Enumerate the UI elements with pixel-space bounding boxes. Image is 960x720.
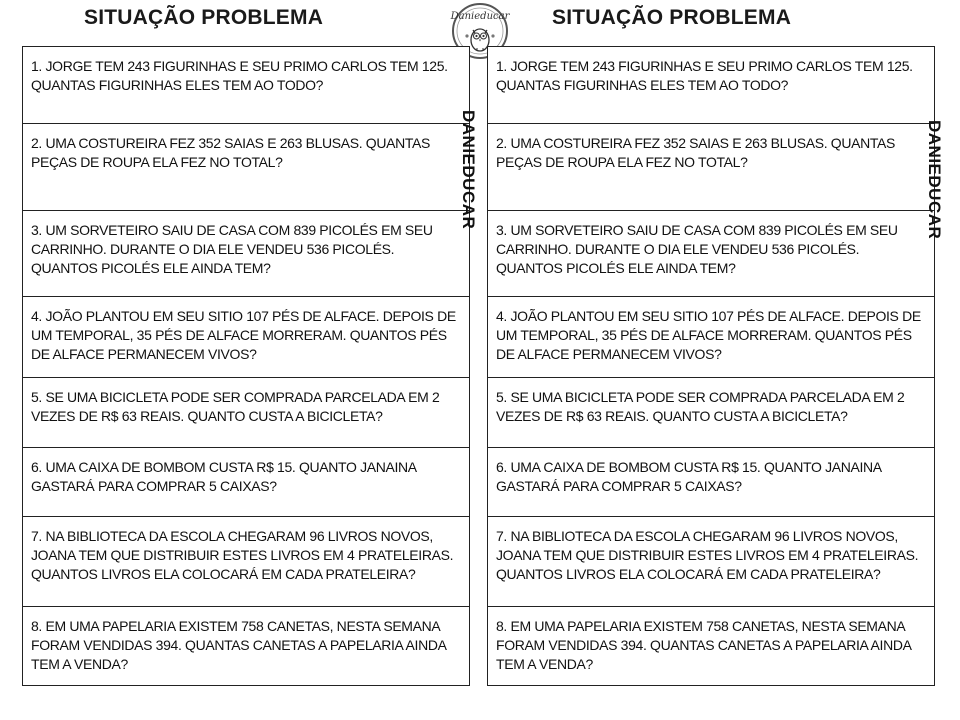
problem-5: 5. SE UMA BICICLETA PODE SER COMPRADA PARCELADA EM 2 VEZES DE R$ 63 REAIS. QUANTO CUSTA A BICICLETA?	[23, 378, 469, 448]
watermark-right: DANIEDUCAR	[925, 120, 944, 240]
problem-8: 8. EM UMA PAPELARIA EXISTEM 758 CANETAS, NESTA SEMANA FORAM VENDIDAS 394. QUANTAS CANETAS A PAPELARIA AINDA TEM A VENDA?	[31, 618, 446, 672]
problem-2: 2. UMA COSTUREIRA FEZ 352 SAIAS E 263 BLUSAS. QUANTAS PEÇAS DE ROUPA ELA FEZ NO TOTAL?	[23, 124, 469, 211]
page-title-right: SITUAÇÃO PROBLEMA	[552, 6, 792, 29]
problem-6: 6. UMA CAIXA DE BOMBOM CUSTA R$ 15. QUANTO JANAINA GASTARÁ PARA COMPRAR 5 CAIXAS?	[23, 448, 469, 517]
watermark-left: DANIEDUCAR	[459, 110, 478, 230]
logo-text: Danieducar	[450, 11, 510, 22]
problem-3: 3. UM SORVETEIRO SAIU DE CASA COM 839 PICOLÉS EM SEU CARRINHO. DURANTE O DIA ELE VENDEU 536 PICOLÉS. QUANTOS PICOLÉS ELE AINDA TEM?	[488, 211, 934, 297]
problem-3: 3. UM SORVETEIRO SAIU DE CASA COM 839 PICOLÉS EM SEU CARRINHO. DURANTE O DIA ELE VENDEU 536 PICOLÉS. QUANTOS PICOLÉS ELE AINDA TEM?	[23, 211, 469, 297]
problem-1: 1. JORGE TEM 243 FIGURINHAS E SEU PRIMO CARLOS TEM 125. QUANTAS FIGURINHAS ELES TEM AO TODO?	[23, 47, 469, 124]
problem-4: 4. JOÃO PLANTOU EM SEU SITIO 107 PÉS DE ALFACE. DEPOIS DE UM TEMPORAL, 35 PÉS DE ALFACE MORRERAM. QUANTOS PÉS DE ALFACE PERMANECEM VIVOS?	[23, 297, 469, 378]
problem-sheet-left	[22, 46, 470, 686]
problem-8: 8. EM UMA PAPELARIA EXISTEM 758 CANETAS, NESTA SEMANA FORAM VENDIDAS 394. QUANTAS CANETAS A PAPELARIA AINDA TEM A VENDA?	[496, 618, 911, 672]
problem-7: 7. NA BIBLIOTECA DA ESCOLA CHEGARAM 96 LIVROS NOVOS, JOANA TEM QUE DISTRIBUIR ESTES LIVROS EM 4 PRATELEIRAS. QUANTOS LIVROS ELA COLOCARÁ EM CADA PRATELEIRA?	[488, 517, 934, 607]
problem-6: 6. UMA CAIXA DE BOMBOM CUSTA R$ 15. QUANTO JANAINA GASTARÁ PARA COMPRAR 5 CAIXAS?	[488, 448, 934, 517]
problem-sheet-right	[487, 46, 935, 686]
problem-4: 4. JOÃO PLANTOU EM SEU SITIO 107 PÉS DE ALFACE. DEPOIS DE UM TEMPORAL, 35 PÉS DE ALFACE MORRERAM. QUANTOS PÉS DE ALFACE PERMANECEM VIVOS?	[488, 297, 934, 378]
problem-2: 2. UMA COSTUREIRA FEZ 352 SAIAS E 263 BLUSAS. QUANTAS PEÇAS DE ROUPA ELA FEZ NO TOTAL?	[488, 124, 934, 211]
problem-7: 7. NA BIBLIOTECA DA ESCOLA CHEGARAM 96 LIVROS NOVOS, JOANA TEM QUE DISTRIBUIR ESTES LIVROS EM 4 PRATELEIRAS. QUANTOS LIVROS ELA COLOCARÁ EM CADA PRATELEIRA?	[23, 517, 469, 607]
problem-5: 5. SE UMA BICICLETA PODE SER COMPRADA PARCELADA EM 2 VEZES DE R$ 63 REAIS. QUANTO CUSTA A BICICLETA?	[488, 378, 934, 448]
problem-1: 1. JORGE TEM 243 FIGURINHAS E SEU PRIMO CARLOS TEM 125. QUANTAS FIGURINHAS ELES TEM AO TODO?	[488, 47, 934, 124]
page-title-left: SITUAÇÃO PROBLEMA	[84, 6, 324, 29]
